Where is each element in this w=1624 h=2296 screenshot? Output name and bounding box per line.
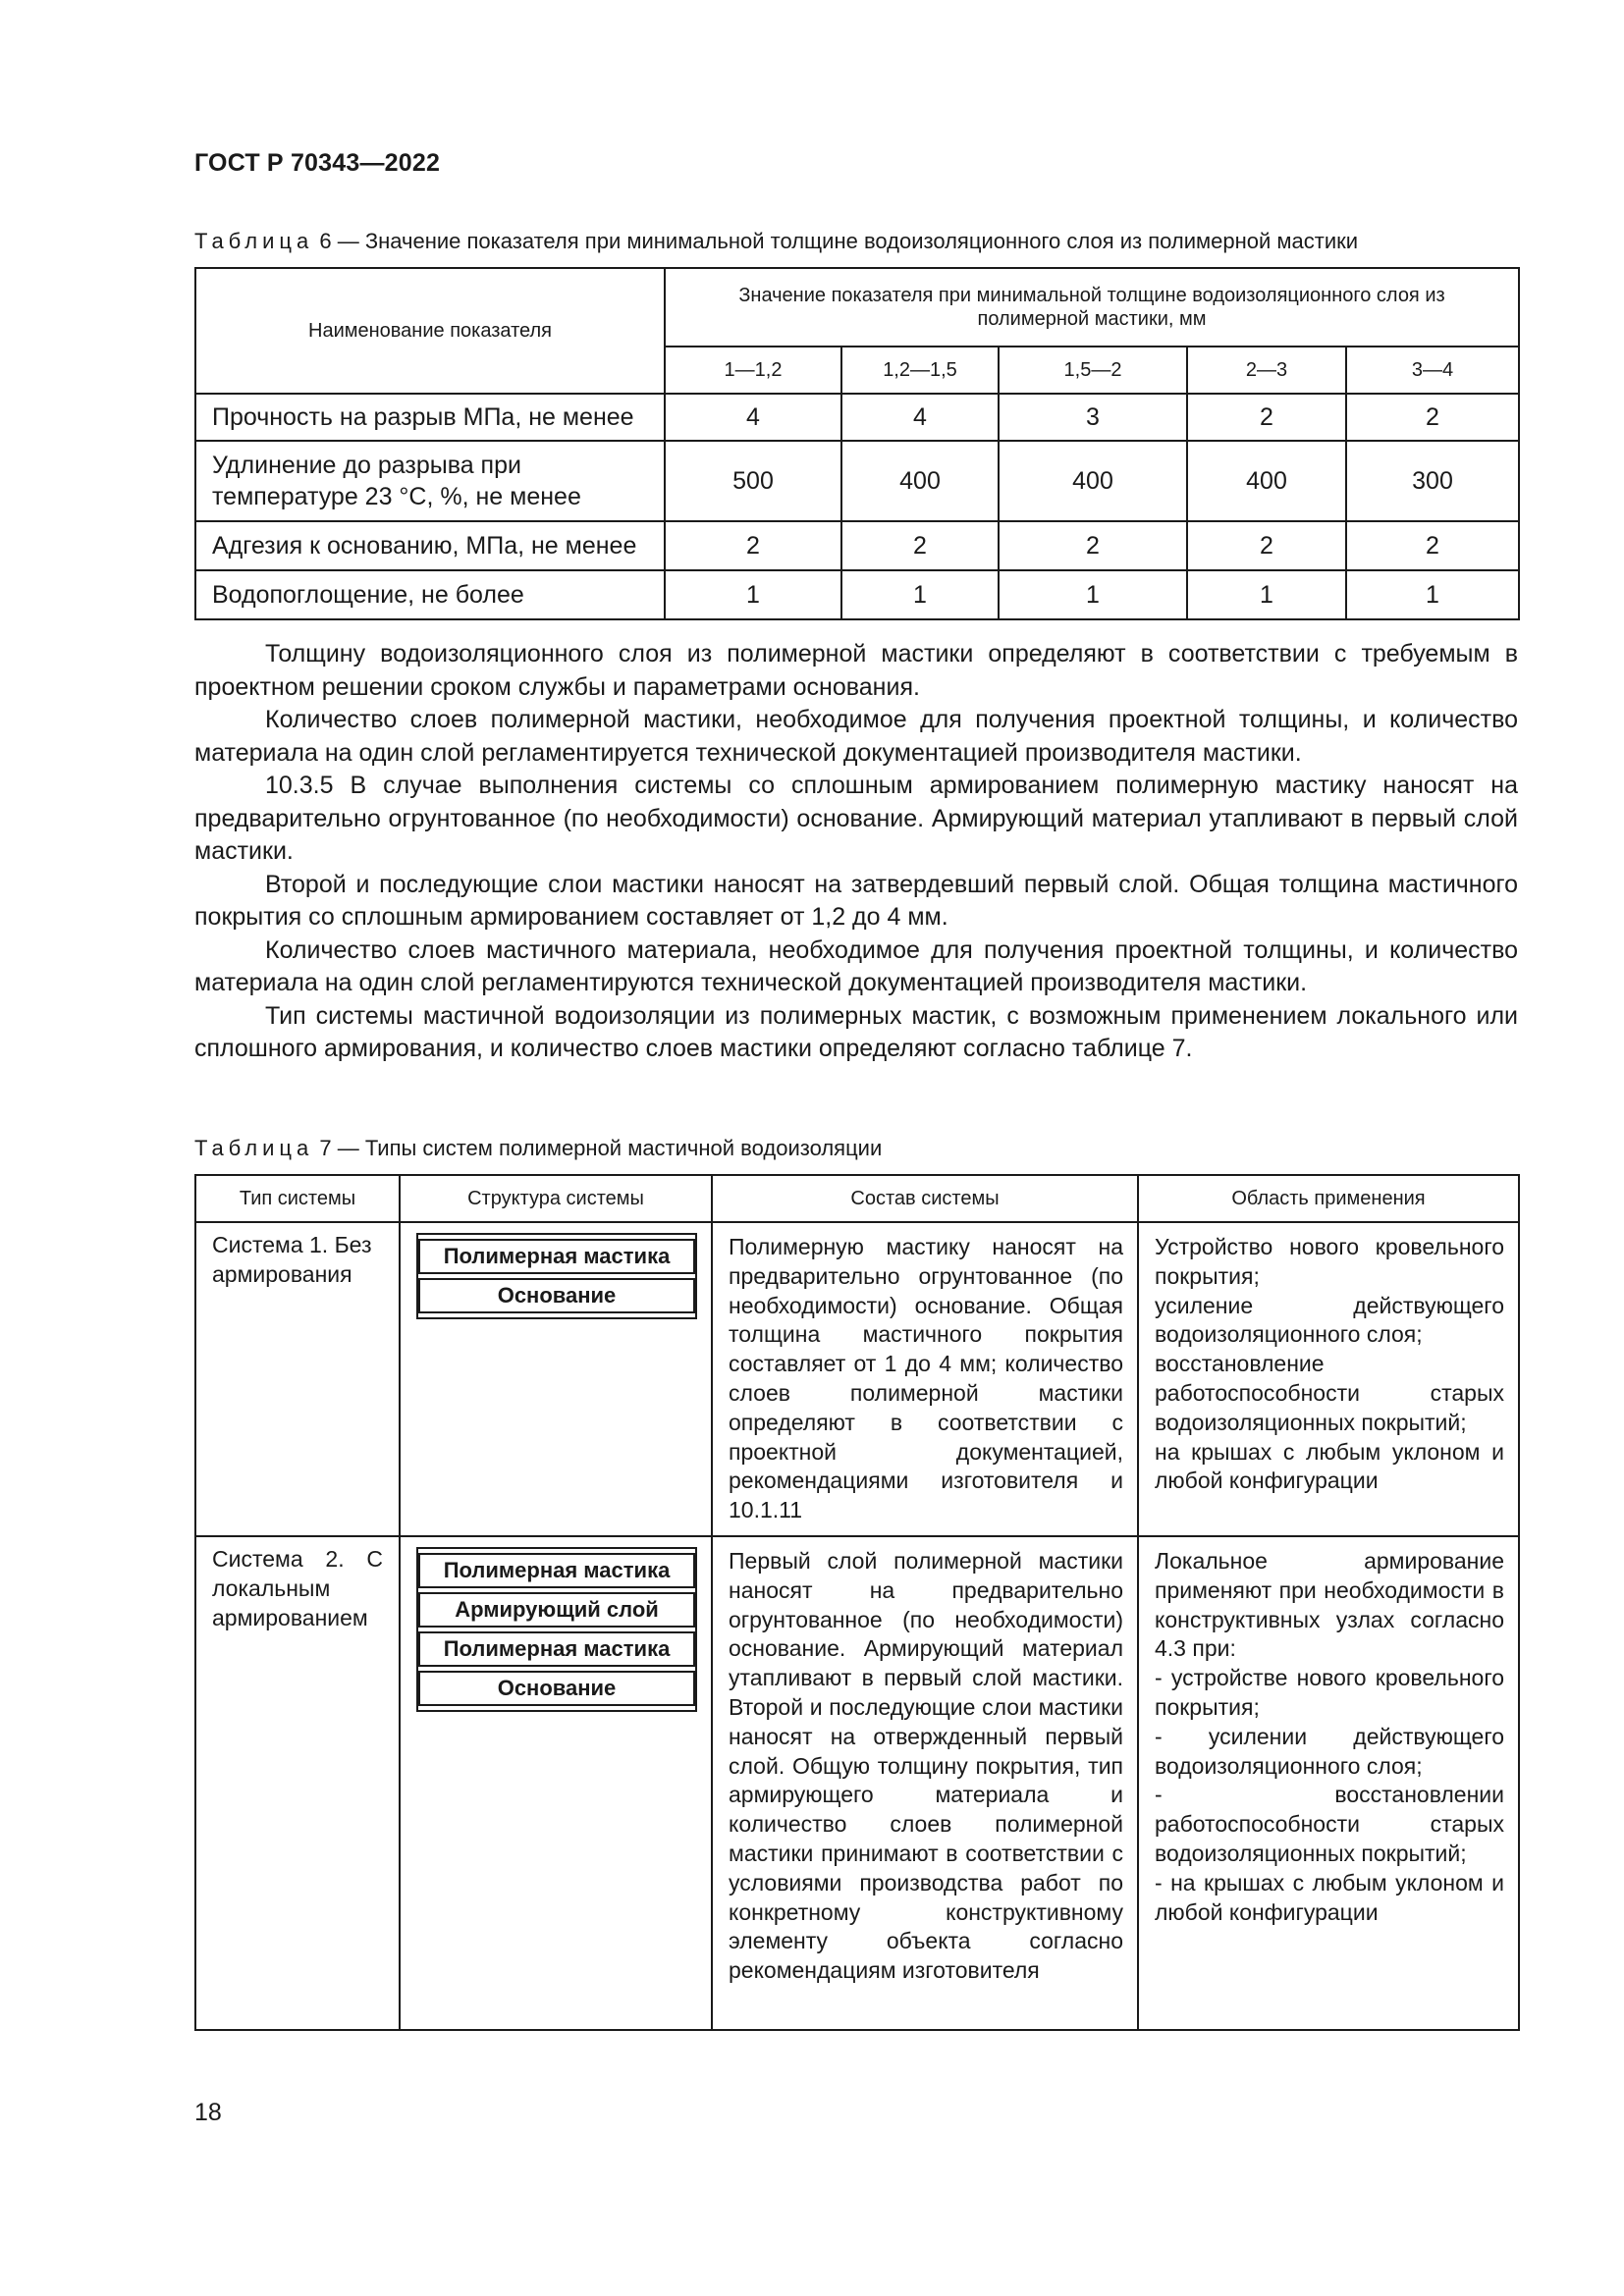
table-row	[195, 441, 1519, 521]
table6-cell: 1	[1346, 570, 1519, 619]
table-row	[195, 394, 1519, 441]
application-item: Устройство нового кровельного покрытия;	[1155, 1234, 1504, 1289]
table6-cell: 1	[665, 570, 841, 619]
table6-cell: 4	[841, 394, 999, 441]
table6-row-name: Прочность на разрыв МПа, не менее	[195, 394, 665, 441]
table6-cell: 400	[1187, 441, 1346, 521]
table6-caption-text: 6 — Значение показателя при минимальной толщине водоизоляционного слоя из полимерной мастики	[313, 229, 1359, 253]
table6-cell: 300	[1346, 441, 1519, 521]
paragraph: Тип системы мастичной водоизоляции из полимерных мастик, с возможным применением локального или сплошного армирования, и количество слоев мастики определяют согласно таблице 7.	[194, 1001, 1518, 1062]
table6-header-thickness: 1,2—1,5	[841, 347, 999, 394]
table6-header-thickness: 1,5—2	[999, 347, 1187, 394]
table6-cell: 2	[1346, 394, 1519, 441]
table6-caption	[194, 229, 1358, 254]
table6	[194, 267, 1520, 620]
table6-cell: 2	[841, 521, 999, 570]
body-text	[194, 638, 1518, 1066]
table6-cell: 1	[1187, 570, 1346, 619]
table6-cell: 500	[665, 441, 841, 521]
table-row	[195, 1536, 1519, 2030]
table6-row-name: Адгезия к основанию, МПа, не менее	[195, 521, 665, 570]
table6-cell: 1	[841, 570, 999, 619]
table7-composition: Первый слой полимерной мастики наносят на предварительно огрунтованное (по необходимости) основание. Армирующий материал утапливают в первый слой мастики. Второй и последующие слои мастики наносят на отвержденный первый слой. Общую толщину покрытия, тип армирующего материала и количество слоев полимерной мастики принимают в соответствии с условиями производства работ по конкретному конструктивному элементу объекта согласно рекомендациям изготовителя	[712, 1536, 1138, 2030]
table7-application	[1138, 1222, 1519, 1536]
table6-cell: 400	[841, 441, 999, 521]
table7-header: Область применения	[1138, 1175, 1519, 1222]
application-item: - восстановлении работоспособности старых водоизоляционных покрытий;	[1155, 1782, 1504, 1866]
table-row	[195, 521, 1519, 570]
table6-row-name: Водопоглощение, не более	[195, 570, 665, 619]
table6-cell: 3	[999, 394, 1187, 441]
layer-box: Основание	[418, 1278, 695, 1313]
table7-header: Состав системы	[712, 1175, 1138, 1222]
table6-cell: 4	[665, 394, 841, 441]
table7-system-type: Система 1. Без армирования	[195, 1222, 400, 1536]
table6-cell: 1	[999, 570, 1187, 619]
table6-cell: 2	[999, 521, 1187, 570]
layer-box: Полимерная мастика	[418, 1553, 695, 1588]
application-item: Локальное армирование применяют при необходимости в конструктивных узлах согласно 4.3 при:	[1155, 1547, 1504, 1662]
application-item: усиление действующего водоизоляционного слоя;	[1155, 1292, 1504, 1348]
table7-header: Тип системы	[195, 1175, 400, 1222]
table7-system-type: Система 2. С локальным армированием	[195, 1536, 400, 2030]
table7-application	[1138, 1536, 1519, 2030]
table6-cell: 2	[1346, 521, 1519, 570]
table-row	[195, 1222, 1519, 1536]
table7	[194, 1174, 1520, 2031]
table6-cell: 2	[1187, 521, 1346, 570]
table6-header-name: Наименование показателя	[195, 268, 665, 394]
table7-caption	[194, 1136, 882, 1161]
application-item: восстановление работоспособности старых водоизоляционных покрытий;	[1155, 1351, 1504, 1435]
table6-header-group: Значение показателя при минимальной толщине водоизоляционного слоя из полимерной мастики, мм	[665, 268, 1519, 347]
paragraph: Второй и последующие слои мастики наносят на затвердевший первый слой. Общая толщина мастичного покрытия со сплошным армированием составляет от 1,2 до 4 мм.	[194, 870, 1518, 931]
table7-caption-text: 7 — Типы систем полимерной мастичной водоизоляции	[313, 1136, 883, 1160]
layer-diagram	[416, 1547, 697, 1712]
table6-row-name: Удлинение до разрыва при температуре 23 °С, %, не менее	[195, 441, 665, 521]
table6-header-thickness: 3—4	[1346, 347, 1519, 394]
paragraph: 10.3.5 В случае выполнения системы со сплошным армированием полимерную мастику наносят на предварительно огрунтованное (по необходимости) основание. Армирующий материал утапливают в первый слой мастики.	[194, 772, 1518, 865]
paragraph: Количество слоев мастичного материала, необходимое для получения проектной толщины, и количество материала на один слой регламентируются технической документацией производителя мастики.	[194, 935, 1518, 996]
table6-header-thickness: 1—1,2	[665, 347, 841, 394]
table7-header: Структура системы	[400, 1175, 712, 1222]
table-row	[195, 570, 1519, 619]
table6-cell: 2	[1187, 394, 1346, 441]
application-item: - устройстве нового кровельного покрытия;	[1155, 1665, 1504, 1720]
page-number: 18	[194, 2099, 222, 2126]
paragraph: Толщину водоизоляционного слоя из полимерной мастики определяют в соответствии с требуемым в проектном решении сроком службы и параметрами основания.	[194, 640, 1518, 701]
table6-caption-word: Таблица	[194, 229, 314, 253]
application-item: - на крышах с любым уклоном и любой конфигурации	[1155, 1869, 1504, 1925]
paragraph: Количество слоев полимерной мастики, необходимое для получения проектной толщины, и количество материала на один слой регламентируется технической документацией производителя мастики.	[194, 706, 1518, 767]
table7-structure	[400, 1536, 712, 2030]
table7-structure	[400, 1222, 712, 1536]
layer-box: Армирующий слой	[418, 1592, 695, 1628]
table6-cell: 2	[665, 521, 841, 570]
application-item: - усилении действующего водоизоляционного слоя;	[1155, 1723, 1504, 1779]
table6-header-thickness: 2—3	[1187, 347, 1346, 394]
table7-caption-word: Таблица	[194, 1136, 314, 1160]
document-code: ГОСТ Р 70343—2022	[194, 149, 441, 177]
layer-diagram	[416, 1233, 697, 1319]
table7-composition: Полимерную мастику наносят на предварительно огрунтованное (по необходимости) основание. Общая толщина мастичного покрытия составляет от 1 до 4 мм; количество слоев полимерной мастики определяют в соответствии с проектной документацией, рекомендациями изготовителя и 10.1.11	[712, 1222, 1138, 1536]
layer-box: Полимерная мастика	[418, 1239, 695, 1274]
layer-box: Полимерная мастика	[418, 1631, 695, 1667]
table6-cell: 400	[999, 441, 1187, 521]
application-item: на крышах с любым уклоном и любой конфигурации	[1155, 1438, 1504, 1494]
layer-box: Основание	[418, 1671, 695, 1706]
